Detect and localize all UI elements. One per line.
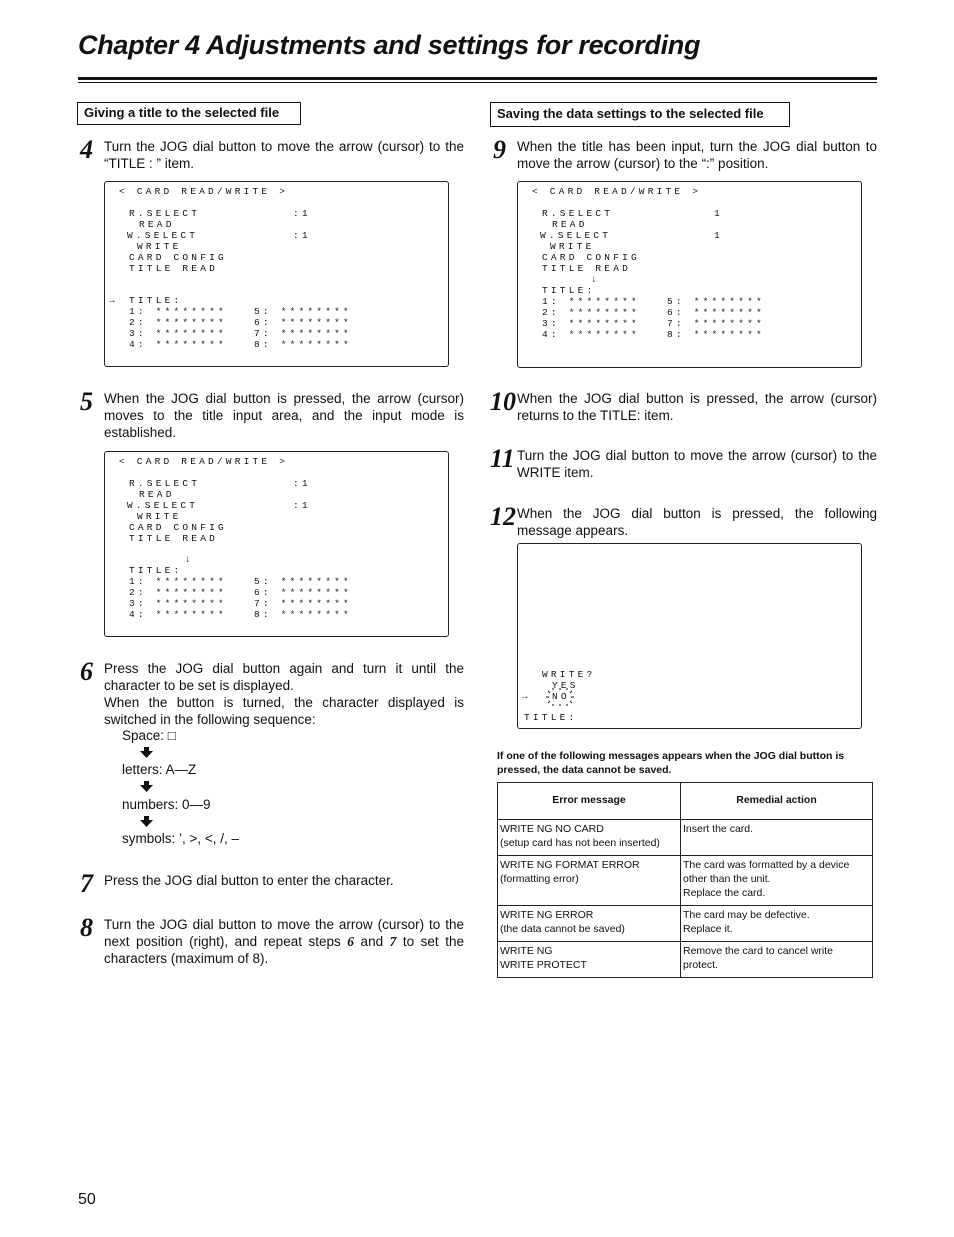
step-ref-7: 7 xyxy=(389,934,397,949)
sequence-symbols: symbols: ’, >, <, /, – xyxy=(122,831,240,846)
error-cell xyxy=(498,906,681,942)
title-slot-1: 1: ******** xyxy=(129,306,227,317)
write-confirm-screen xyxy=(517,543,862,729)
step-8-text-a: Turn the JOG dial button to move the arrow (cursor) to the next position (right), and repeat steps xyxy=(104,917,464,949)
action-text: Insert the card. xyxy=(683,823,754,835)
table-row xyxy=(498,820,873,856)
title-slot-4: 4: ******** xyxy=(129,339,227,350)
error-table xyxy=(497,782,873,978)
step-number-8: 8 xyxy=(80,913,93,942)
no-option: NO xyxy=(552,691,570,702)
write-label: WRITE xyxy=(137,511,182,522)
cursor-down-arrow-icon: ↓ xyxy=(591,274,600,285)
error-message: WRITE NG ERROR xyxy=(500,909,594,921)
w-select-value: :1 xyxy=(293,500,311,511)
menu-screen-3 xyxy=(517,181,862,368)
read-label: READ xyxy=(139,219,175,230)
card-config-item: CARD CONFIG xyxy=(129,252,227,263)
action-cell xyxy=(681,820,873,856)
header-rule-thin xyxy=(78,82,877,83)
error-cell xyxy=(498,942,681,978)
title-slot-7: 7: ******** xyxy=(254,598,352,609)
yes-option: YES xyxy=(552,680,579,691)
step-7-text: Press the JOG dial button to enter the character. xyxy=(104,873,394,888)
header-rule-thick xyxy=(78,77,877,80)
write-prompt: WRITE? xyxy=(542,669,596,680)
w-select-item: W.SELECT xyxy=(540,230,612,241)
step-8-text-b: and xyxy=(354,934,390,949)
action-cell xyxy=(681,906,873,942)
sequence-numbers: numbers: 0—9 xyxy=(122,797,211,812)
title-slot-4: 4: ******** xyxy=(542,329,640,340)
w-select-item: W.SELECT xyxy=(127,500,199,511)
cursor-arrow-icon: → xyxy=(109,295,118,306)
step-12-text: When the JOG dial button is pressed, the following message appears. xyxy=(517,506,877,538)
title-slot-2: 2: ******** xyxy=(129,317,227,328)
action-text: Replace it. xyxy=(683,923,733,935)
error-message: WRITE NG xyxy=(500,945,553,957)
error-detail: (the data cannot be saved) xyxy=(500,923,625,935)
warning-note: If one of the following messages appears when the JOG dial button is pressed, the data cannot be saved. xyxy=(497,750,845,776)
screen-header: < CARD READ/WRITE > xyxy=(119,186,289,197)
title-label: TITLE: xyxy=(129,295,183,306)
step-6-text-1: Press the JOG dial button again and turn it until the character to be set is displayed. xyxy=(104,661,464,693)
title-slot-5: 5: ******** xyxy=(667,296,765,307)
title-read-item: TITLE READ xyxy=(542,263,632,274)
step-number-11: 11 xyxy=(490,444,515,473)
read-label: READ xyxy=(139,489,175,500)
table-row xyxy=(498,942,873,978)
step-5-text: When the JOG dial button is pressed, the arrow (cursor) moves to the title input area, and the input mode is established. xyxy=(104,391,464,440)
step-8-text-c: to set the characters (maximum of 8). xyxy=(104,934,464,966)
down-arrow-icon xyxy=(140,781,153,792)
action-cell xyxy=(681,856,873,906)
title-slot-8: 8: ******** xyxy=(254,339,352,350)
r-select-value: :1 xyxy=(293,208,311,219)
step-9-text: When the title has been input, turn the JOG dial button to move the arrow (cursor) to the “:” position. xyxy=(517,139,877,171)
action-text: Replace the card. xyxy=(683,887,766,899)
error-cell xyxy=(498,820,681,856)
r-select-item: R.SELECT xyxy=(129,478,201,489)
step-4-text: Turn the JOG dial button to move the arrow (cursor) to the “TITLE : ” item. xyxy=(104,139,464,171)
step-11-text: Turn the JOG dial button to move the arrow (cursor) to the WRITE item. xyxy=(517,448,877,480)
title-slot-4: 4: ******** xyxy=(129,609,227,620)
step-8-text xyxy=(104,916,464,967)
title-slot-6: 6: ******** xyxy=(254,587,352,598)
step-number-4: 4 xyxy=(80,135,93,164)
screen-header: < CARD READ/WRITE > xyxy=(532,186,702,197)
screen-header: < CARD READ/WRITE > xyxy=(119,456,289,467)
r-select-item: R.SELECT xyxy=(542,208,614,219)
title-slot-7: 7: ******** xyxy=(254,328,352,339)
down-arrow-icon xyxy=(140,747,153,758)
title-slot-2: 2: ******** xyxy=(542,307,640,318)
down-arrow-icon xyxy=(140,816,153,827)
action-text: Remove the card to cancel write xyxy=(683,945,833,957)
read-label: READ xyxy=(552,219,588,230)
action-text: The card may be defective. xyxy=(683,909,810,921)
error-detail: (setup card has not been inserted) xyxy=(500,837,660,849)
action-text: other than the unit. xyxy=(683,873,771,885)
title-read-item: TITLE READ xyxy=(129,263,219,274)
title-slot-3: 3: ******** xyxy=(542,318,640,329)
menu-screen-2 xyxy=(104,451,449,637)
action-cell xyxy=(681,942,873,978)
cursor-down-arrow-icon: ↓ xyxy=(185,554,194,565)
page-number: 50 xyxy=(78,1191,96,1208)
cursor-arrow-icon: → xyxy=(522,691,531,702)
error-cell xyxy=(498,856,681,906)
title-slot-6: 6: ******** xyxy=(667,307,765,318)
write-label: WRITE xyxy=(137,241,182,252)
table-header-row xyxy=(498,783,873,820)
step-10-text: When the JOG dial button is pressed, the arrow (cursor) returns to the TITLE: item. xyxy=(517,391,877,423)
error-detail: (formatting error) xyxy=(500,873,579,885)
title-slot-6: 6: ******** xyxy=(254,317,352,328)
title-slot-8: 8: ******** xyxy=(254,609,352,620)
column-header-error: Error message xyxy=(498,783,681,820)
card-config-item: CARD CONFIG xyxy=(542,252,640,263)
title-slot-7: 7: ******** xyxy=(667,318,765,329)
step-number-7: 7 xyxy=(80,869,93,898)
title-label: TITLE: xyxy=(129,565,183,576)
w-select-item: W.SELECT xyxy=(127,230,199,241)
blinking-indicator-icon xyxy=(543,687,577,707)
r-select-value: 1 xyxy=(714,208,723,219)
w-select-value: :1 xyxy=(293,230,311,241)
step-ref-6: 6 xyxy=(347,934,355,949)
error-detail: WRITE PROTECT xyxy=(500,959,587,971)
card-config-item: CARD CONFIG xyxy=(129,522,227,533)
step-number-5: 5 xyxy=(80,387,93,416)
column-header-action: Remedial action xyxy=(681,783,873,820)
chapter-title: Chapter 4 Adjustments and settings for recording xyxy=(78,30,701,60)
menu-screen-1 xyxy=(104,181,449,367)
title-slot-3: 3: ******** xyxy=(129,598,227,609)
sequence-space: Space: □ xyxy=(122,728,176,743)
title-label: TITLE: xyxy=(542,285,596,296)
step-number-12: 12 xyxy=(490,502,516,531)
title-slot-2: 2: ******** xyxy=(129,587,227,598)
step-number-10: 10 xyxy=(490,387,516,416)
title-slot-5: 5: ******** xyxy=(254,306,352,317)
title-slot-5: 5: ******** xyxy=(254,576,352,587)
title-slot-3: 3: ******** xyxy=(129,328,227,339)
title-slot-1: 1: ******** xyxy=(129,576,227,587)
action-text: The card was formatted by a device xyxy=(683,859,850,871)
write-label: WRITE xyxy=(550,241,595,252)
title-label: TITLE: xyxy=(524,712,578,723)
step-6-text-2: When the button is turned, the character displayed is switched in the following sequence: xyxy=(104,695,464,727)
table-row xyxy=(498,856,873,906)
error-message: WRITE NG NO CARD xyxy=(500,823,604,835)
section-heading-saving: Saving the data settings to the selected file xyxy=(490,102,790,127)
action-text: protect. xyxy=(683,959,719,971)
r-select-value: :1 xyxy=(293,478,311,489)
step-number-6: 6 xyxy=(80,657,93,686)
w-select-value: 1 xyxy=(714,230,723,241)
step-number-9: 9 xyxy=(493,135,506,164)
section-heading-title: Giving a title to the selected file xyxy=(77,102,301,125)
title-slot-8: 8: ******** xyxy=(667,329,765,340)
title-slot-1: 1: ******** xyxy=(542,296,640,307)
title-read-item: TITLE READ xyxy=(129,533,219,544)
sequence-letters: letters: A—Z xyxy=(122,762,197,777)
table-row xyxy=(498,906,873,942)
error-message: WRITE NG FORMAT ERROR xyxy=(500,859,640,871)
r-select-item: R.SELECT xyxy=(129,208,201,219)
